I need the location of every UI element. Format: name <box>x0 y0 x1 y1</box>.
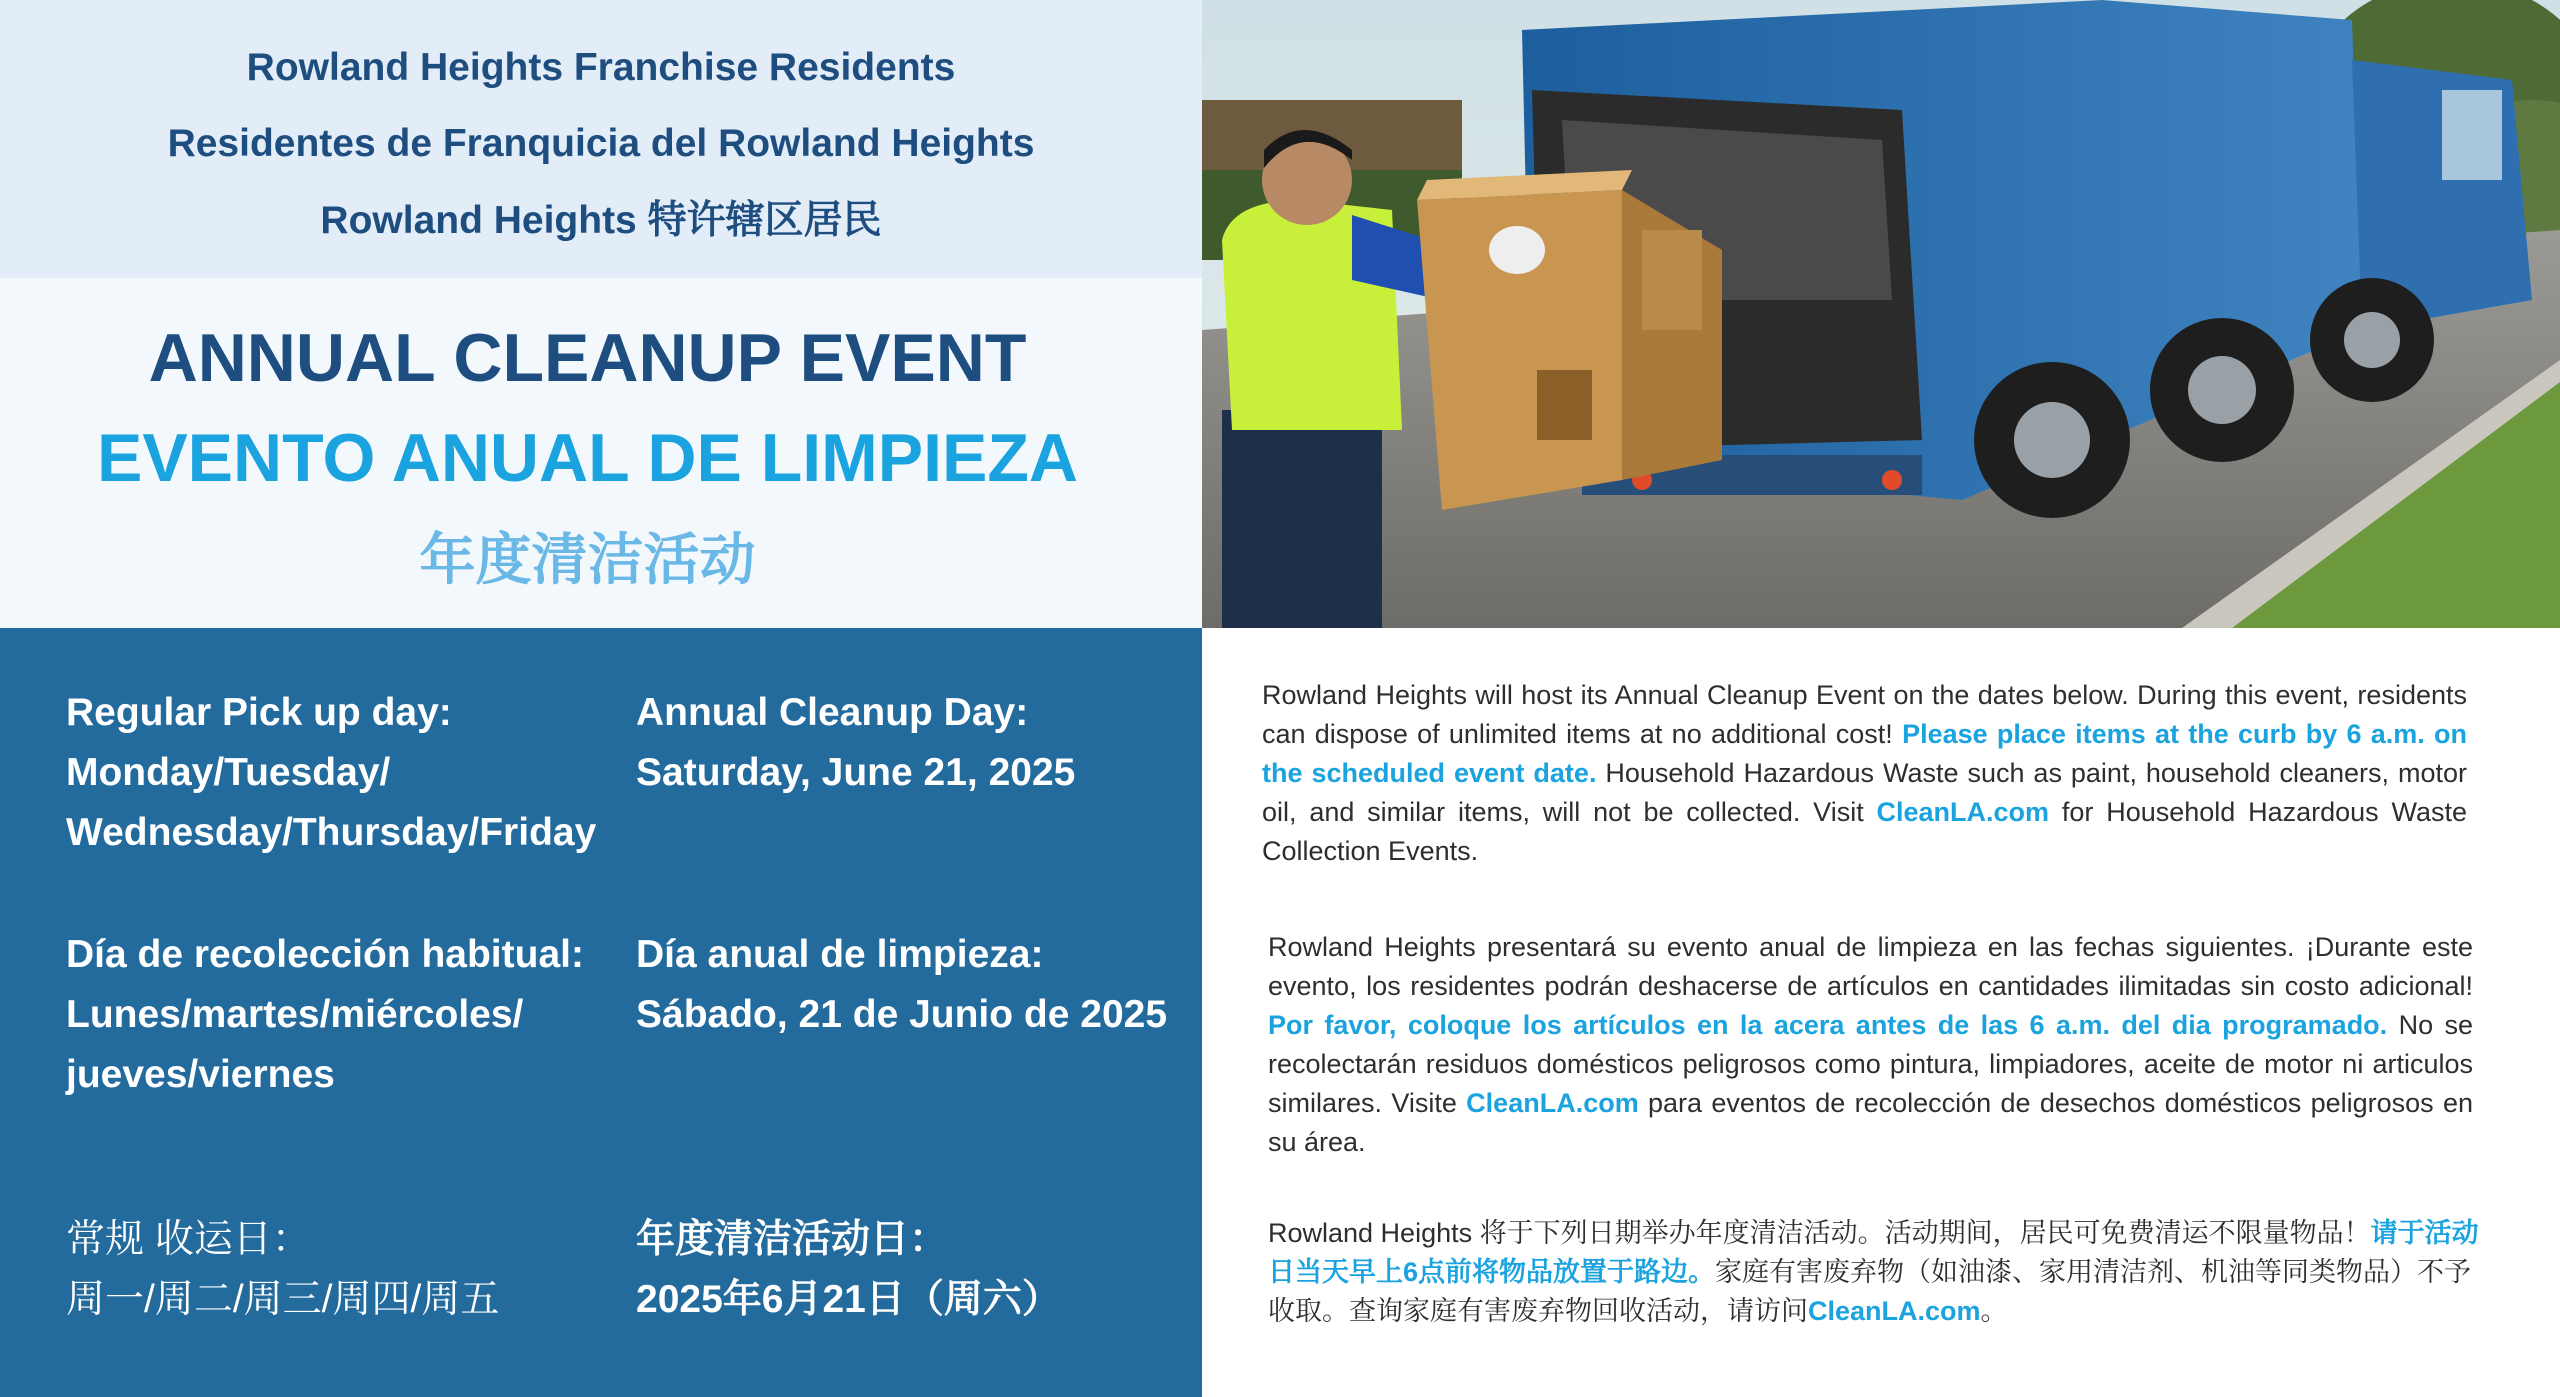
regular-pickup-label-es: Día de recolección habitual: <box>66 933 584 976</box>
desc-en-part1: Rowland Heights will host its Annual Cleanup Event on the dates below. During this event, residents can dispose of unlimited items at no additional cost! <box>1262 680 2467 749</box>
desc-zh-part3: 。 <box>1980 1296 2008 1326</box>
regular-pickup-days-zh: 周一/周二/周三/周四/周五 <box>66 1278 500 1321</box>
cleanla-link-es[interactable]: CleanLA.com <box>1466 1088 1639 1118</box>
regular-pickup-chinese <box>66 1210 626 1330</box>
desc-es-part1: Rowland Heights presentará su evento anual de limpieza en las fechas siguientes. ¡Durante este evento, los residentes podrán deshacerse de artículos en cantidades ilimitadas sin costo adicional! <box>1268 932 2473 1001</box>
cleanla-link[interactable]: CleanLA.com <box>1876 797 2050 827</box>
desc-zh-part1: Rowland Heights 将于下列日期举办年度清洁活动。活动期间，居民可免费清运不限量物品！ <box>1268 1218 2371 1248</box>
desc-zh-part2: 家庭有害废弃物（如油漆、家用清洁剂、机油等同类物品）不予收取。查询家庭有害废弃物回收活动，请访问 <box>1268 1257 2472 1326</box>
cleanup-day-label-es: Día anual de limpieza: <box>636 933 1044 976</box>
title-spanish: EVENTO ANUAL DE LIMPIEZA <box>96 420 1079 496</box>
regular-pickup-days-line2: Wednesday/Thursday/Friday <box>66 811 597 854</box>
regular-pickup-english <box>66 683 626 863</box>
residents-line-chinese: Rowland Heights 特许辖区居民 <box>320 199 882 242</box>
cleanup-day-date-es: Sábado, 21 de Junio de 2025 <box>636 993 1168 1036</box>
regular-pickup-label: Regular Pick up day: <box>66 691 452 734</box>
regular-pickup-spanish <box>66 925 626 1105</box>
event-title-block <box>0 278 1202 628</box>
cleanup-day-chinese <box>636 1210 1196 1330</box>
garbage-truck-worker-photo <box>1202 0 2560 628</box>
desc-es-part3: para eventos de recolección de desechos domésticos peligrosos en su área. <box>1268 1088 2473 1157</box>
title-english: ANNUAL CLEANUP EVENT <box>148 320 1027 396</box>
desc-zh-highlight: 请于活动日当天早上6点前将物品放置于路边。 <box>1268 1218 2479 1287</box>
cleanup-day-label: Annual Cleanup Day: <box>636 691 1029 734</box>
regular-pickup-days-es-line1: Lunes/martes/miércoles/ <box>66 993 524 1036</box>
desc-en-part2: Household Hazardous Waste such as paint, household cleaners, motor oil, and similar items, will not be collected. Visit <box>1262 758 2467 827</box>
desc-en-part3: for Household Hazardous Waste Collection Events. <box>1262 797 2467 866</box>
cleanup-day-english <box>636 683 1196 803</box>
desc-es-part2: No se recolectarán residuos domésticos peligrosos como pintura, limpiadores, aceite de motor ni articulos similares. Visite <box>1268 1010 2473 1118</box>
schedule-panel <box>0 628 1202 1397</box>
title-chinese: 年度清洁活动 <box>419 528 756 591</box>
cleanup-day-date-zh: 2025年6月21日（周六） <box>636 1278 1061 1321</box>
description-spanish <box>1268 928 2473 1162</box>
photo-illustration <box>1202 0 2560 628</box>
residents-line-spanish: Residentes de Franquicia del Rowland Heights <box>167 122 1035 165</box>
desc-es-highlight: Por favor, coloque los artículos en la acera antes de las 6 a.m. del dia programado. <box>1268 1010 2388 1040</box>
regular-pickup-label-zh: 常规 收运日： <box>66 1218 311 1261</box>
cleanup-day-spanish <box>636 925 1196 1045</box>
regular-pickup-days-es-line2: jueves/viernes <box>66 1053 335 1096</box>
residents-line-english: Rowland Heights Franchise Residents <box>246 46 956 89</box>
cleanup-day-date: Saturday, June 21, 2025 <box>636 751 1076 794</box>
regular-pickup-days-line1: Monday/Tuesday/ <box>66 751 391 794</box>
desc-en-highlight: Please place items at the curb by 6 a.m. on the scheduled event date. <box>1262 719 2467 788</box>
description-chinese <box>1268 1214 2488 1331</box>
description-english <box>1262 676 2467 871</box>
cleanla-link-zh[interactable]: CleanLA.com <box>1808 1296 1981 1326</box>
cleanup-day-label-zh: 年度清洁活动日： <box>636 1218 949 1261</box>
residents-banner <box>0 0 1202 278</box>
